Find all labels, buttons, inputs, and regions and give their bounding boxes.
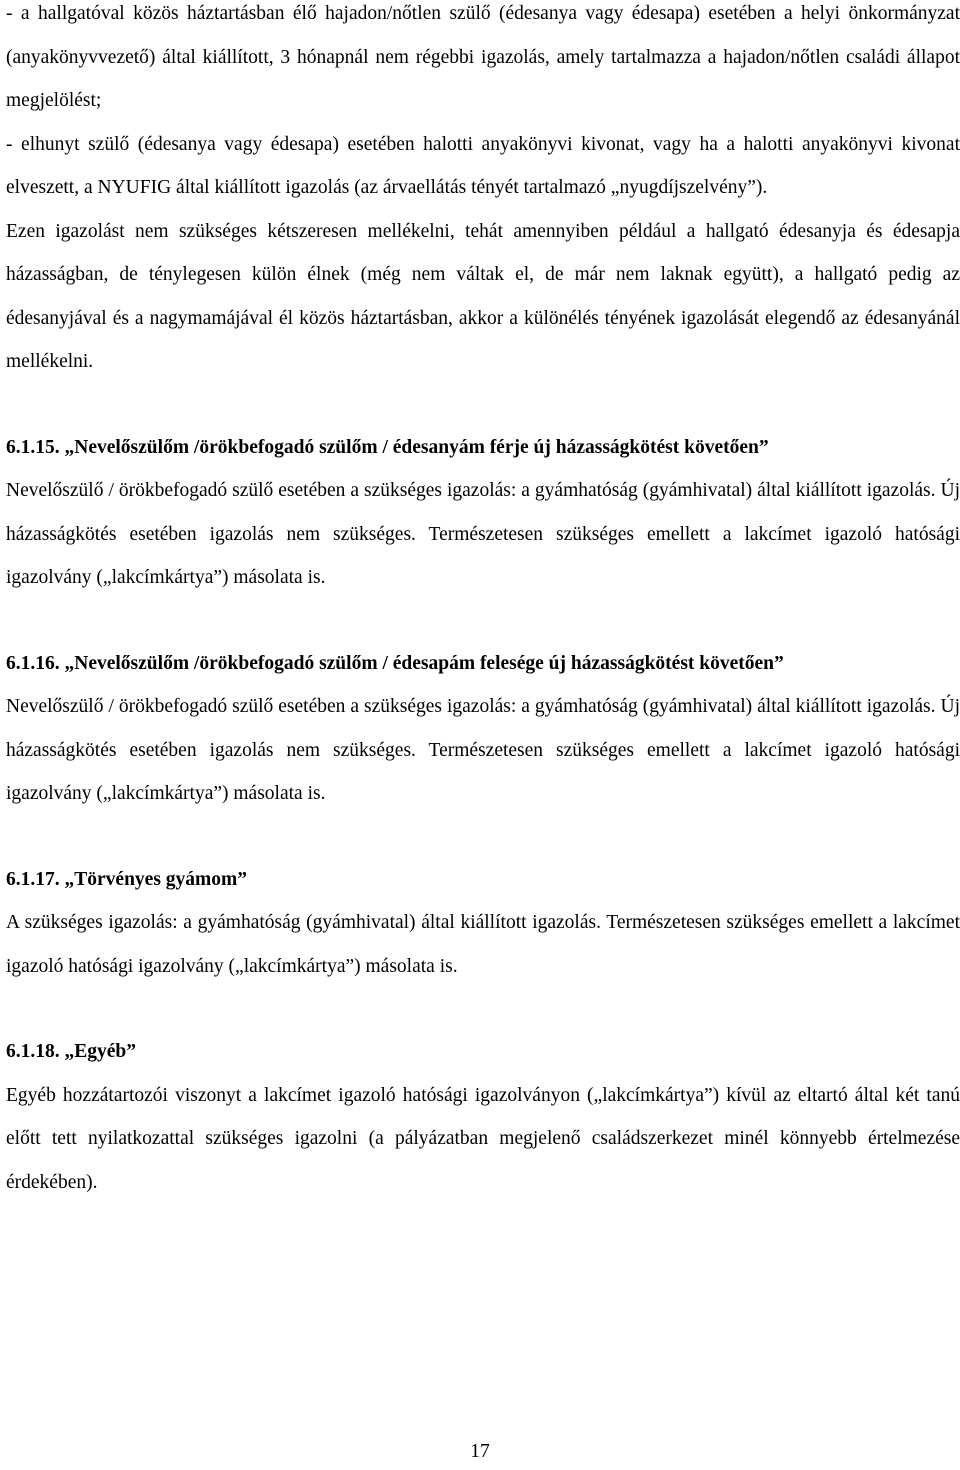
- section-6-1-17: [6, 858, 960, 989]
- intro-paragraph-unmarried-parent: - a hallgatóval közös háztartásban élő hajadon/nőtlen szülő (édesanya vagy édesapa) esetében a helyi önkormányzat (anyakönyvvezető) által kiállított, 3 hónapnál nem régebbi igazolás, amely tartalmazza a hajadon/nőtlen családi állapot megjelölést;: [6, 3, 960, 111]
- intro-paragraph-deceased-parent: - elhunyt szülő (édesanya vagy édesapa) esetében halotti anyakönyvi kivonat, vagy ha a halotti anyakönyvi kivonat elveszett, a NYUFIG által kiállított igazolás (az árvaellátás tényét tartalmazó „nyugdíjszelvény”).: [6, 133, 960, 198]
- section-6-1-16: [6, 642, 960, 816]
- page-number: 17: [470, 1441, 490, 1462]
- section-heading: 6.1.15. „Nevelőszülőm /örökbefogadó szülőm / édesanyám férje új házasságkötést követően”: [6, 436, 769, 458]
- document-page: [6, 0, 960, 1204]
- section-body: Egyéb hozzátartozói viszonyt a lakcímet igazoló hatósági igazolványon („lakcímkártya”) kívül az eltartó által két tanú előtt tett nyilatkozattal szükséges igazolni (a pályázatban megjelenő családszerkezet minél könnyebb értelmezése érdekében).: [6, 1084, 960, 1193]
- section-6-1-15: [6, 426, 960, 600]
- intro-paragraph-separation-note: Ezen igazolást nem szükséges kétszeresen mellékelni, tehát amennyiben például a hallgató édesanyja és édesapja házasságban, de ténylegesen külön élnek (még nem váltak el, de már nem laknak együtt), a hallgató pedig az édesanyjával és a nagymamájával él közös háztartásban, akkor a különélés tényének igazolását elegendő az édesanyánál mellékelni.: [6, 220, 960, 372]
- section-body: Nevelőszülő / örökbefogadó szülő esetében a szükséges igazolás: a gyámhatóság (gyámhivatal) által kiállított igazolás. Új házasságkötés esetében igazolás nem szükséges. Természetesen szükséges emellett a lakcímet igazoló hatósági igazolvány („lakcímkártya”) másolata is.: [6, 696, 960, 804]
- section-heading: 6.1.18. „Egyéb”: [6, 1041, 137, 1062]
- section-body: A szükséges igazolás: a gyámhatóság (gyámhivatal) által kiállított igazolás. Természetesen szükséges emellett a lakcímet igazoló hatósági igazolvány („lakcímkártya”) másolata is.: [6, 912, 960, 977]
- section-6-1-18: [6, 1030, 960, 1204]
- section-heading: 6.1.16. „Nevelőszülőm /örökbefogadó szülőm / édesapám felesége új házasságkötést követően”: [6, 652, 784, 674]
- section-body: Nevelőszülő / örökbefogadó szülő esetében a szükséges igazolás: a gyámhatóság (gyámhivatal) által kiállított igazolás. Új házasságkötés esetében igazolás nem szükséges. Természetesen szükséges emellett a lakcímet igazoló hatósági igazolvány („lakcímkártya”) másolata is.: [6, 480, 960, 588]
- section-heading: 6.1.17. „Törvényes gyámom”: [6, 868, 248, 890]
